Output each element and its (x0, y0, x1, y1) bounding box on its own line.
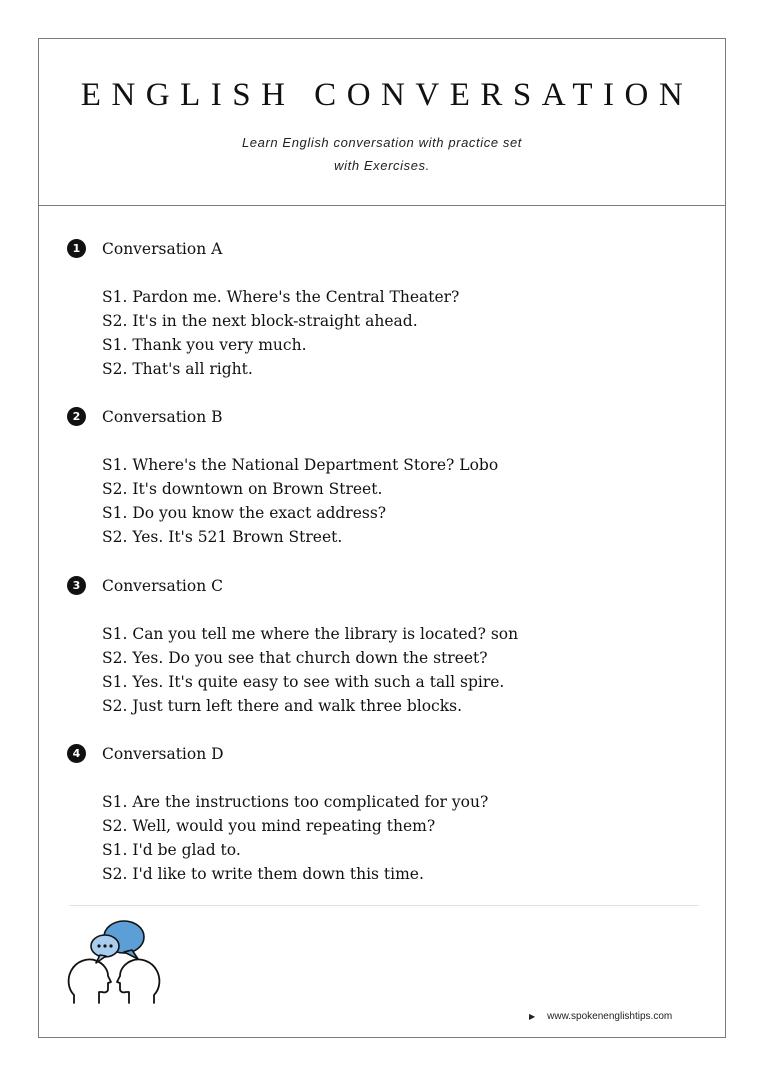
dialogue-line: S2. Just turn left there and walk three blocks. (102, 697, 463, 715)
conversation-header (67, 742, 707, 766)
header (39, 39, 725, 206)
page-subtitle (39, 131, 725, 177)
conversation-a (67, 237, 707, 378)
subtitle-line-2: with Exercises. (334, 158, 430, 173)
number-badge: 2 (67, 407, 86, 426)
number-badge: 1 (67, 239, 86, 258)
dialogue-line: S2. It's downtown on Brown Street. (102, 480, 383, 498)
play-triangle-icon: ▶ (529, 1012, 536, 1021)
dialogue-line: S1. Pardon me. Where's the Central Theater? (102, 288, 460, 306)
dialogue-line: S1. I'd be glad to. (102, 841, 241, 859)
conversation-header (67, 574, 707, 598)
dialogue-line: S2. It's in the next block-straight ahead. (102, 312, 418, 330)
dialogue-lines (102, 285, 459, 381)
website-link[interactable]: www.spokenenglishtips.com (547, 1011, 673, 1022)
footer (529, 1011, 672, 1022)
dialogue-lines (102, 790, 488, 886)
conversation-c (67, 574, 707, 715)
dialogue-line: S1. Are the instructions too complicated for you? (102, 793, 489, 811)
number-badge: 4 (67, 744, 86, 763)
divider (69, 905, 699, 906)
dialogue-line: S2. Yes. It's 521 Brown Street. (102, 528, 343, 546)
dialogue-line: S2. Well, would you mind repeating them? (102, 817, 436, 835)
dialogue-line: S1. Thank you very much. (102, 336, 307, 354)
conversation-title: Conversation A (102, 240, 223, 258)
dialogue-line: S2. I'd like to write them down this time. (102, 865, 424, 883)
number-badge: 3 (67, 576, 86, 595)
conversation-title: Conversation C (102, 577, 223, 595)
dialogue-line: S2. That's all right. (102, 360, 253, 378)
page-title: ENGLISH CONVERSATION (80, 77, 694, 113)
dialogue-line: S1. Yes. It's quite easy to see with such a tall spire. (102, 673, 505, 691)
conversation-title: Conversation D (102, 745, 224, 763)
dialogue-lines (102, 453, 498, 549)
dialogue-line: S2. Yes. Do you see that church down the street? (102, 649, 488, 667)
dialogue-line: S1. Where's the National Department Store? Lobo (102, 456, 499, 474)
conversation-header (67, 405, 707, 429)
subtitle-line-1: Learn English conversation with practice set (241, 135, 523, 150)
conversation-d (67, 742, 707, 883)
two-heads-speech-bubbles-icon (66, 919, 162, 1007)
dialogue-line: S1. Can you tell me where the library is located? son (102, 625, 519, 643)
worksheet-frame (38, 38, 726, 1038)
conversation-b (67, 405, 707, 546)
dialogue-lines (102, 622, 518, 718)
conversation-header (67, 237, 707, 261)
conversation-title: Conversation B (102, 408, 223, 426)
dialogue-line: S1. Do you know the exact address? (102, 504, 387, 522)
